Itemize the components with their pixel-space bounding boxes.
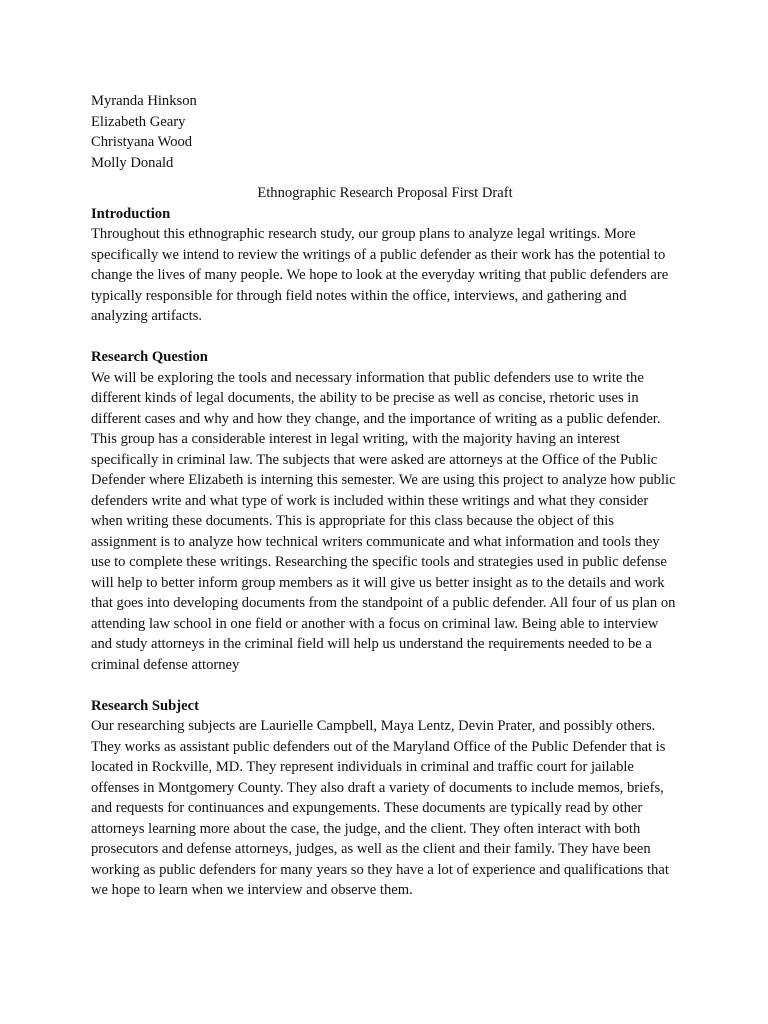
document-title: Ethnographic Research Proposal First Draft xyxy=(257,185,513,201)
section-introduction xyxy=(91,204,679,327)
section-paragraph: Throughout this ethnographic research study, our group plans to analyze legal writings. More specifically we intend to review the writings of a public defender as their work has the potential to change the lives of many people. We hope to look at the everyday writing that public defenders are typically responsible for through field notes within the office, interviews, and gathering and analyzing artifacts. xyxy=(91,226,669,324)
section-heading: Introduction xyxy=(91,205,171,222)
author-name: Christyana Wood xyxy=(91,134,193,150)
author-list xyxy=(91,91,679,173)
author-name: Elizabeth Geary xyxy=(91,113,186,130)
section-heading: Research Question xyxy=(91,349,208,365)
section-paragraph: We will be exploring the tools and necessary information that public defenders use to write the different kinds of legal documents, the ability to be precise as well as concise, rhetoric uses in different cases and why and how they change, and the importance of writing as a public defender. This group has a considerable interest in legal writing, with the majority having an interest specifically in criminal law. The subjects that were asked are attorneys at the Office of the Public Defender where Elizabeth is interning this semester. We are using this project to analyze how public defenders write and what type of work is included within these writings and what they consider when writing these documents. This is appropriate for this class because the object of this assignment is to analyze how technical writers communicate and what information and tools they use to complete these writings. Researching the specific tools and strategies used in public defense will help to better inform group members as it will give us better insight as to the details and work that goes into developing documents from the standpoint of a public defender. All four of us plan on attending law school in one field or another with a focus on criminal law. Being able to interview and study attorneys in the criminal field will help us understand the requirements needed to be a criminal defense attorney xyxy=(91,369,676,673)
section-paragraph: Our researching subjects are Laurielle Campbell, Maya Lentz, Devin Prater, and possibly others. They works as assistant public defenders out of the Maryland Office of the Public Defender that is located in Rockville, MD. They represent individuals in criminal and traffic court for jailable offenses in Montgomery County. They also draft a variety of documents to include memos, briefs, and requests for continuances and expungements. These documents are typically read by other attorneys learning more about the case, the judge, and the client. They often interact with both prosecutors and defense attorneys, judges, as well as the client and their family. They have been working as public defenders for many years so they have a lot of experience and qualifications that we hope to learn when we interview and observe them. xyxy=(91,718,669,898)
document-body xyxy=(91,91,679,901)
paragraph-spacer xyxy=(91,327,679,348)
section-research-subject xyxy=(91,696,679,901)
section-heading: Research Subject xyxy=(91,697,199,714)
section-research-question xyxy=(91,347,679,675)
author-name: Myranda Hinkson xyxy=(91,93,197,109)
author-name: Molly Donald xyxy=(91,154,174,171)
paragraph-spacer xyxy=(91,675,679,696)
